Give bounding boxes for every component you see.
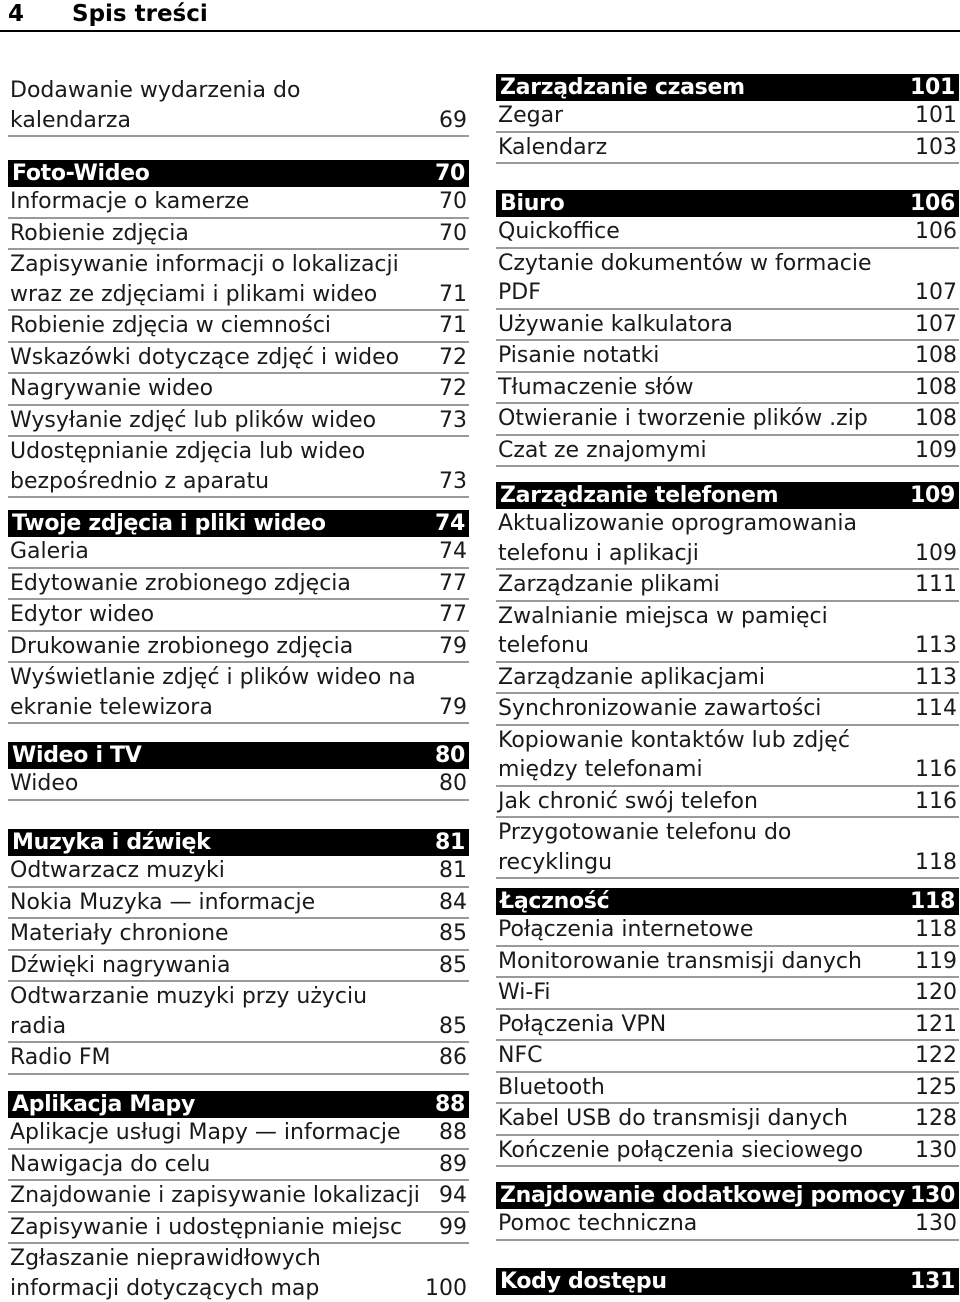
toc-entry[interactable] xyxy=(496,1209,959,1241)
toc-entry-title: Aktualizowanie oprogramowania telefonu i aplikacji xyxy=(498,511,857,566)
toc-entry-title: Kabel USB do transmisji danych xyxy=(498,1106,848,1131)
toc-entry-title: Otwieranie i tworzenie plików .zip xyxy=(498,406,868,431)
toc-entry-page-number: 108 xyxy=(915,374,957,400)
toc-entry-page-number: 71 xyxy=(439,281,467,307)
toc-entry[interactable] xyxy=(496,133,959,165)
toc-entry-page-number: 71 xyxy=(439,313,467,338)
section-heading[interactable] xyxy=(8,160,469,187)
toc-entry[interactable] xyxy=(496,1073,959,1105)
toc-entry[interactable] xyxy=(8,919,469,951)
section-heading[interactable] xyxy=(496,74,959,101)
toc-entry-page-number: 79 xyxy=(439,694,467,720)
toc-entry[interactable] xyxy=(496,217,959,249)
toc-section xyxy=(8,160,469,498)
toc-entry-page-number: 128 xyxy=(915,1106,957,1131)
toc-entry[interactable] xyxy=(496,341,959,373)
toc-entry[interactable] xyxy=(8,76,469,137)
toc-entry-title: Znajdowanie i zapisywanie lokalizacji xyxy=(10,1183,420,1208)
toc-entry-page-number: 81 xyxy=(439,858,467,883)
toc-entry-title: Radio FM xyxy=(10,1045,111,1070)
toc-entry[interactable] xyxy=(496,404,959,436)
toc-entry-page-number: 101 xyxy=(915,103,957,128)
section-heading-page-number: 101 xyxy=(909,75,955,100)
section-heading[interactable] xyxy=(496,482,959,509)
toc-entry-title: Dźwięki nagrywania xyxy=(10,952,231,978)
toc-entry[interactable] xyxy=(8,1244,469,1302)
toc-entry[interactable] xyxy=(496,694,959,726)
section-heading-title: Zarządzanie telefonem xyxy=(500,483,779,508)
section-heading-title: Foto-Wideo xyxy=(12,161,150,186)
toc-entry[interactable] xyxy=(496,915,959,947)
toc-entry[interactable] xyxy=(496,373,959,405)
toc-entry-page-number: 73 xyxy=(439,468,467,494)
toc-entry[interactable] xyxy=(8,888,469,920)
section-heading-title: Twoje zdjęcia i pliki wideo xyxy=(12,511,326,536)
toc-entry[interactable] xyxy=(8,951,469,983)
section-heading[interactable] xyxy=(496,1182,959,1209)
toc-entry[interactable] xyxy=(8,311,469,343)
toc-entry-title: Nokia Muzyka — informacje xyxy=(10,889,316,915)
toc-entry-title: Wysyłanie zdjęć lub plików wideo xyxy=(10,407,377,433)
toc-entry-page-number: 111 xyxy=(915,572,957,597)
section-heading-title: Aplikacja Mapy xyxy=(12,1092,196,1117)
toc-entry-page-number: 94 xyxy=(439,1183,467,1208)
toc-entry-page-number: 72 xyxy=(439,376,467,401)
toc-section xyxy=(8,510,469,724)
toc-entry-title: Materiały chronione xyxy=(10,921,229,946)
toc-entry-title: Nawigacja do celu xyxy=(10,1151,211,1177)
toc-entry-page-number: 79 xyxy=(439,633,467,659)
toc-entry-page-number: 113 xyxy=(915,664,957,690)
toc-entry-page-number: 69 xyxy=(439,107,467,133)
toc-entry[interactable] xyxy=(496,602,959,663)
toc-entry-title: Zapisywanie i udostępnianie miejsc xyxy=(10,1214,403,1240)
toc-entry[interactable] xyxy=(8,856,469,888)
toc-entry[interactable] xyxy=(8,187,469,219)
toc-entry-page-number: 77 xyxy=(439,570,467,596)
toc-entry-page-number: 130 xyxy=(915,1137,957,1163)
toc-entry-page-number: 85 xyxy=(439,1013,467,1039)
toc-entry[interactable] xyxy=(496,726,959,787)
toc-entry-page-number: 118 xyxy=(915,917,957,942)
toc-entry-page-number: 84 xyxy=(439,889,467,915)
toc-section xyxy=(496,1268,959,1295)
toc-entry-title: Zapisywanie informacji o lokalizacji wraz ze zdjęciami i plikami wideo xyxy=(10,252,399,307)
section-heading[interactable] xyxy=(8,829,469,856)
toc-entry-title: Połączenia VPN xyxy=(498,1011,667,1037)
section-heading-title: Znajdowanie dodatkowej pomocy xyxy=(500,1183,905,1208)
toc-section xyxy=(496,190,959,467)
toc-entry[interactable] xyxy=(8,374,469,406)
section-heading[interactable] xyxy=(8,1091,469,1118)
toc-entry-title: Wskazówki dotyczące zdjęć i wideo xyxy=(10,344,400,370)
toc-entry[interactable] xyxy=(496,787,959,819)
toc-entry[interactable] xyxy=(496,978,959,1010)
section-heading-title: Muzyka i dźwięk xyxy=(12,830,211,855)
section-heading[interactable] xyxy=(496,190,959,217)
toc-entry-title: Robienie zdjęcia xyxy=(10,220,189,246)
toc-entry-page-number: 85 xyxy=(439,921,467,946)
toc-entry-page-number: 73 xyxy=(439,407,467,433)
section-heading-page-number: 106 xyxy=(909,191,955,216)
toc-entry-page-number: 77 xyxy=(439,602,467,627)
toc-entry-page-number: 109 xyxy=(915,540,957,566)
toc-entry[interactable] xyxy=(496,1104,959,1136)
section-heading[interactable] xyxy=(496,1268,959,1295)
toc-entry-page-number: 89 xyxy=(439,1151,467,1177)
toc-entry-title: Wyświetlanie zdjęć i plików wideo na ekranie telewizora xyxy=(10,665,416,720)
toc-entry[interactable] xyxy=(8,1150,469,1182)
toc-entry-title: Edytor wideo xyxy=(10,602,155,627)
toc-entry-title: Tłumaczenie słów xyxy=(498,374,694,400)
toc-entry-page-number: 107 xyxy=(915,311,957,337)
section-heading-page-number: 118 xyxy=(909,889,955,914)
toc-entry[interactable] xyxy=(8,569,469,601)
toc-entry[interactable] xyxy=(8,663,469,724)
toc-entry-title: Używanie kalkulatora xyxy=(498,311,733,337)
toc-entry-title: Kończenie połączenia sieciowego xyxy=(498,1137,864,1163)
page-title: Spis treści xyxy=(72,1,208,27)
toc-entry-title: Edytowanie zrobionego zdjęcia xyxy=(10,570,351,596)
toc-entry-title: Monitorowanie transmisji danych xyxy=(498,948,862,974)
toc-entry-page-number: 119 xyxy=(915,948,957,974)
toc-entry-title: Pomoc techniczna xyxy=(498,1211,698,1236)
toc-entry-title: Połączenia internetowe xyxy=(498,917,754,942)
toc-entry[interactable] xyxy=(8,343,469,375)
toc-entry-title: Odtwarzanie muzyki przy użyciu radia xyxy=(10,984,368,1039)
toc-entry[interactable] xyxy=(496,249,959,310)
toc-entry-page-number: 121 xyxy=(915,1011,957,1037)
toc-section xyxy=(496,1182,959,1241)
toc-entry[interactable] xyxy=(8,1043,469,1075)
toc-entry-title: Pisanie notatki xyxy=(498,343,660,368)
toc-entry-page-number: 122 xyxy=(915,1043,957,1068)
toc-entry[interactable] xyxy=(8,600,469,632)
toc-intro-entries xyxy=(8,76,469,137)
toc-entry[interactable] xyxy=(8,982,469,1043)
toc-entry[interactable] xyxy=(496,509,959,570)
section-heading-page-number: 81 xyxy=(434,830,465,855)
section-heading-page-number: 130 xyxy=(909,1183,955,1208)
toc-entry-page-number: 70 xyxy=(439,220,467,246)
toc-entry-title: NFC xyxy=(498,1043,543,1068)
toc-entry-page-number: 72 xyxy=(439,344,467,370)
toc-entry-title: Przygotowanie telefonu do recyklingu xyxy=(498,820,792,875)
section-heading-title: Zarządzanie czasem xyxy=(500,75,745,100)
toc-entry-page-number: 108 xyxy=(915,343,957,368)
toc-entry-page-number: 109 xyxy=(915,437,957,463)
toc-entry-page-number: 113 xyxy=(915,633,957,658)
toc-entry-page-number: 114 xyxy=(915,696,957,721)
toc-entry-page-number: 88 xyxy=(439,1120,467,1145)
toc-entry-page-number: 107 xyxy=(915,280,957,305)
toc-entry-title: Informacje o kamerze xyxy=(10,189,250,214)
toc-entry[interactable] xyxy=(8,250,469,311)
section-heading[interactable] xyxy=(496,888,959,915)
toc-entry[interactable] xyxy=(8,1213,469,1245)
section-heading-page-number: 70 xyxy=(434,161,465,186)
toc-entry-title: Synchronizowanie zawartości xyxy=(498,696,822,721)
toc-entry-page-number: 99 xyxy=(439,1214,467,1240)
toc-entry-page-number: 120 xyxy=(915,980,957,1005)
toc-entry-page-number: 103 xyxy=(915,134,957,160)
toc-entry-title: Zwalnianie miejsca w pamięci telefonu xyxy=(498,603,828,658)
toc-entry[interactable] xyxy=(496,1010,959,1042)
toc-entry-title: Quickoffice xyxy=(498,219,620,244)
section-heading-title: Łączność xyxy=(500,889,610,914)
toc-entry[interactable] xyxy=(8,632,469,664)
toc-entry-title: Czat ze znajomymi xyxy=(498,437,707,463)
toc-entry-page-number: 86 xyxy=(439,1045,467,1070)
toc-entry-page-number: 125 xyxy=(915,1074,957,1100)
section-heading-title: Wideo i TV xyxy=(12,743,142,768)
toc-section xyxy=(8,742,469,801)
toc-entry[interactable] xyxy=(496,101,959,133)
toc-section xyxy=(496,482,959,879)
toc-section xyxy=(8,1091,469,1302)
toc-entry-page-number: 116 xyxy=(915,757,957,782)
page-header xyxy=(0,0,960,32)
toc-entry[interactable] xyxy=(496,663,959,695)
toc-entry-page-number: 70 xyxy=(439,189,467,214)
page-number: 4 xyxy=(8,1,25,27)
section-heading-title: Kody dostępu xyxy=(500,1269,667,1294)
toc-entry[interactable] xyxy=(8,406,469,438)
toc-entry-title: Zarządzanie aplikacjami xyxy=(498,664,765,690)
toc-entry-title: Zarządzanie plikami xyxy=(498,572,720,597)
toc-entry-page-number: 116 xyxy=(915,788,957,814)
toc-entry-title: Zgłaszanie nieprawidłowych informacji dotyczących map xyxy=(10,1246,321,1301)
toc-entry-title: Udostępnianie zdjęcia lub wideo bezpośrednio z aparatu xyxy=(10,439,366,494)
section-heading-page-number: 80 xyxy=(434,743,465,768)
toc-entry[interactable] xyxy=(496,436,959,468)
toc-entry[interactable] xyxy=(496,1041,959,1073)
toc-entry-page-number: 130 xyxy=(915,1211,957,1236)
toc-entry-title: Czytanie dokumentów w formacie PDF xyxy=(498,250,872,305)
toc-entry-title: Kopiowanie kontaktów lub zdjęć między telefonami xyxy=(498,727,850,782)
toc-entry-page-number: 85 xyxy=(439,952,467,978)
toc-entry-title: Drukowanie zrobionego zdjęcia xyxy=(10,633,354,659)
toc-entry-title: Nagrywanie wideo xyxy=(10,376,214,401)
section-heading-title: Biuro xyxy=(500,191,565,216)
toc-entry-title: Odtwarzacz muzyki xyxy=(10,858,225,883)
toc-entry[interactable] xyxy=(496,310,959,342)
toc-entry-title: Dodawanie wydarzenia do kalendarza xyxy=(10,78,301,133)
toc-entry[interactable] xyxy=(8,537,469,569)
toc-entry[interactable] xyxy=(496,947,959,979)
toc-entry-page-number: 100 xyxy=(425,1275,467,1301)
toc-entry[interactable] xyxy=(8,437,469,498)
toc-entry-title: Bluetooth xyxy=(498,1074,605,1100)
toc-entry[interactable] xyxy=(8,1118,469,1150)
toc-entry-title: Jak chronić swój telefon xyxy=(498,788,758,814)
toc-entry-title: Wideo xyxy=(10,771,79,796)
toc-entry-page-number: 118 xyxy=(915,849,957,875)
toc-entry[interactable] xyxy=(496,1136,959,1168)
toc-entry-page-number: 74 xyxy=(439,539,467,564)
toc-entry[interactable] xyxy=(496,818,959,879)
section-heading-page-number: 74 xyxy=(434,511,465,536)
toc-entry-title: Zegar xyxy=(498,103,564,128)
toc-entry-title: Wi-Fi xyxy=(498,980,551,1005)
toc-entry-title: Kalendarz xyxy=(498,134,608,160)
section-heading[interactable] xyxy=(8,510,469,537)
section-heading-page-number: 131 xyxy=(909,1269,955,1294)
toc-entry-page-number: 108 xyxy=(915,406,957,431)
toc-section xyxy=(496,888,959,1167)
toc-entry-title: Aplikacje usługi Mapy — informacje xyxy=(10,1120,401,1145)
toc-entry[interactable] xyxy=(8,219,469,251)
toc-entry-page-number: 80 xyxy=(439,771,467,796)
toc-entry-page-number: 106 xyxy=(915,219,957,244)
toc-entry-title: Galeria xyxy=(10,539,89,564)
section-heading-page-number: 88 xyxy=(434,1092,465,1117)
toc-entry[interactable] xyxy=(496,570,959,602)
toc-entry[interactable] xyxy=(8,1181,469,1213)
toc-entry-title: Robienie zdjęcia w ciemności xyxy=(10,313,332,338)
section-heading-page-number: 109 xyxy=(909,483,955,508)
toc-entry[interactable] xyxy=(8,769,469,801)
section-heading[interactable] xyxy=(8,742,469,769)
toc-section xyxy=(8,829,469,1075)
toc-section xyxy=(496,74,959,164)
